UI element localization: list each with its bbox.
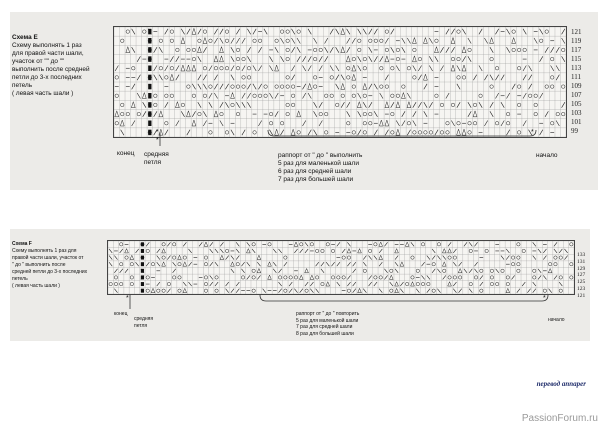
repeat-line: 5 раз для маленькой шали	[278, 160, 359, 167]
note-line: петель	[12, 276, 28, 282]
note-line: выполнить после средней	[12, 66, 90, 73]
repeat-line: 6 раз для средней шали	[278, 168, 352, 175]
note-line: для правой части шали,	[12, 50, 84, 57]
row-number: 125	[577, 279, 586, 286]
row-number: 105	[571, 100, 582, 108]
note-line: участок от "" до ""	[12, 58, 65, 65]
marker-star: *	[543, 295, 546, 302]
row-number: 123	[577, 285, 586, 292]
scheme-f-panel	[10, 229, 590, 341]
row-number: 119	[571, 37, 582, 45]
note-line: ( левая часть шали )	[12, 283, 60, 289]
note-line: Схему выполнять 1 раз	[12, 42, 82, 49]
row-number: 131	[577, 258, 586, 265]
row-number: 113	[571, 64, 582, 72]
repeat-note	[296, 311, 359, 337]
note-line: средней петли до 3-х последних	[12, 269, 88, 275]
note-line: " до " выполнить после	[12, 262, 66, 268]
label-start: начало	[548, 317, 565, 323]
repeat-line: 8 раз для большей шали	[296, 330, 354, 337]
row-number: 133	[577, 252, 586, 258]
scheme-f-title: Схема F	[12, 241, 32, 247]
row-number: 103	[571, 109, 582, 117]
repeat-note	[278, 152, 362, 184]
marker-star: *	[126, 295, 129, 302]
row-number: 99	[571, 127, 578, 135]
label-middle-stitch: средняя петля	[144, 151, 169, 166]
repeat-line: 7 раз для большей шали	[278, 176, 354, 183]
row-number: 111	[571, 73, 581, 81]
note-line: ( левая часть шали )	[12, 90, 74, 97]
label-end: конец	[114, 311, 128, 317]
row-number: 115	[571, 55, 582, 63]
label-start: начало	[536, 152, 558, 159]
row-number: 121	[571, 28, 582, 36]
row-number: 109	[571, 82, 582, 90]
label-middle-stitch: средняя петля	[134, 316, 154, 329]
row-number: 101	[571, 118, 582, 126]
note-line: петли до 3-х последних	[12, 74, 82, 81]
note-line: Схему выполнять 1 раз для	[12, 248, 77, 254]
site-watermark: PassionForum.ru	[521, 413, 598, 424]
scheme-e-title: Схема Е	[12, 34, 38, 41]
row-number: 117	[571, 46, 582, 54]
repeat-line: раппорт от " до " выполнить	[278, 152, 363, 159]
marker-star: *	[156, 129, 159, 136]
repeat-line: 5 раз для маленькой шали	[296, 317, 359, 324]
marker-star: *	[531, 129, 534, 136]
row-number: 127	[577, 272, 586, 279]
repeat-line: раппорт от " до " повторить	[296, 311, 360, 317]
row-number: 121	[577, 292, 586, 299]
row-number: 129	[577, 265, 586, 272]
marker-star: *	[156, 137, 159, 144]
note-line: петель	[12, 82, 33, 89]
translation-caption: перевод annaper	[536, 380, 586, 388]
scheme-e-panel	[10, 12, 598, 190]
repeat-line: 7 раз для средней шали	[296, 324, 353, 331]
note-line: правой части шали, участок от	[12, 255, 84, 261]
label-end: конец	[117, 150, 135, 157]
row-number: 107	[571, 91, 582, 99]
